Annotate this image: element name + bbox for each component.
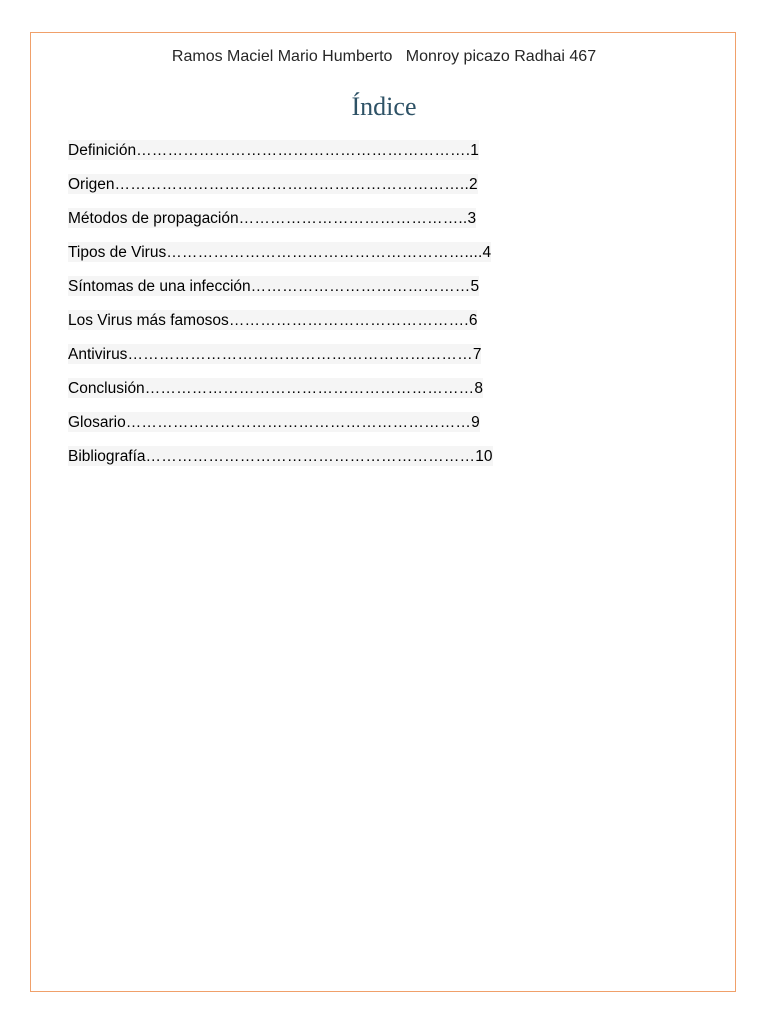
toc-entry-metodos-de-propagacion[interactable] [68, 208, 476, 228]
toc-page-number: 7 [472, 346, 482, 363]
toc-entry-glosario[interactable] [68, 412, 480, 432]
toc-entry-origen[interactable] [68, 174, 478, 194]
toc-row [68, 310, 588, 344]
toc-page-number: 9 [471, 414, 480, 431]
toc-leader: ………………………………………………………….. [114, 176, 469, 193]
toc-label: Los Virus más famosos [68, 312, 229, 329]
toc-entry-sintomas-de-una-infeccion[interactable] [68, 276, 479, 296]
toc-label: Antivirus [68, 346, 128, 363]
toc-entry-definicion[interactable] [68, 140, 479, 160]
toc-label: Tipos de Virus [68, 244, 167, 261]
toc-row [68, 174, 588, 208]
toc-row [68, 378, 588, 412]
toc-entry-bibliografia[interactable] [68, 446, 493, 466]
toc-row [68, 140, 588, 174]
toc-row [68, 344, 588, 378]
toc-page-number: 4 [482, 244, 492, 261]
toc-label: Bibliografía [68, 448, 146, 465]
toc-label: Origen [68, 176, 115, 193]
toc-row [68, 242, 588, 276]
toc-entry-antivirus[interactable] [68, 344, 481, 364]
toc-leader: ………………………………………. [228, 312, 469, 329]
toc-row [68, 446, 588, 480]
toc-entry-tipos-de-virus[interactable] [68, 242, 491, 262]
toc-entry-los-virus-mas-famosos[interactable] [68, 310, 477, 330]
toc-leader: …………………………………… [250, 278, 471, 295]
header-authors: Ramos Maciel Mario Humberto Monroy picazo Radhai 467 [171, 48, 597, 65]
toc-label: Definición [68, 142, 137, 159]
toc-page-number: 3 [467, 210, 477, 227]
toc-page-number: 10 [475, 448, 493, 465]
toc-leader: ………………………………………………………. [136, 142, 471, 159]
toc-leader: ………………………………………………………… [125, 414, 472, 431]
toc-leader: ………………………………………………….... [166, 244, 483, 261]
toc-entry-conclusion[interactable] [68, 378, 483, 398]
toc-row [68, 412, 588, 446]
toc-page-number: 8 [474, 380, 484, 397]
toc-label: Métodos de propagación [68, 210, 239, 227]
table-of-contents [68, 140, 588, 480]
toc-row [68, 276, 588, 310]
toc-row [68, 208, 588, 242]
toc-leader: ……………………………………………………… [145, 448, 476, 465]
index-title: Índice [351, 92, 417, 121]
toc-page-number: 5 [470, 278, 480, 295]
toc-leader: ………………………………………………………… [127, 346, 473, 363]
toc-label: Conclusión [68, 380, 145, 397]
toc-label: Síntomas de una infección [68, 278, 251, 295]
toc-page-number: 1 [470, 142, 479, 159]
toc-leader: ……………………………………………………… [144, 380, 475, 397]
toc-page-number: 6 [468, 312, 478, 329]
toc-page-number: 2 [468, 176, 478, 193]
toc-leader: …………………………………….. [238, 210, 468, 227]
toc-label: Glosario [68, 414, 126, 431]
